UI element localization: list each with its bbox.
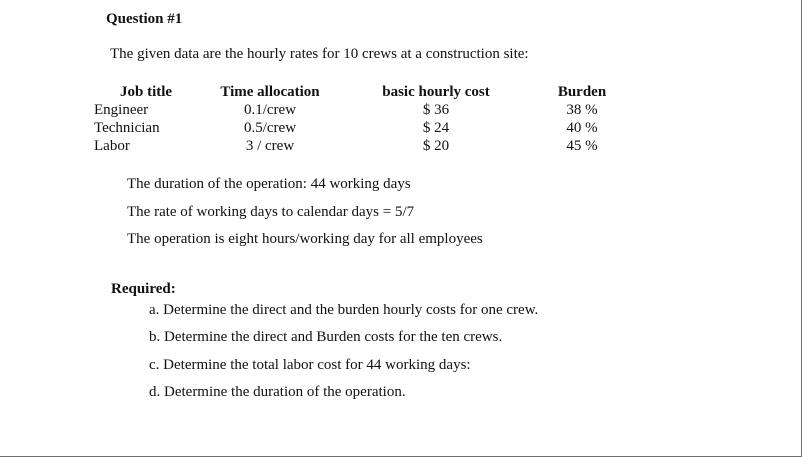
cell-time-technician: 0.5/crew [243,120,297,136]
cell-time-engineer: 0.1/crew [243,102,297,118]
cell-job-technician: Technician [94,120,160,136]
burden-column [550,83,614,155]
cell-cost-technician: $ 24 [422,120,450,136]
condition-rate: The rate of working days to calendar days = 5/7 [127,204,415,220]
job-title-column [94,83,194,155]
condition-hours: The operation is eight hours/working day for all employees [127,231,483,247]
cell-job-engineer: Engineer [94,102,149,118]
basic-hourly-cost-column [368,83,504,155]
cell-burden-labor: 45 % [566,138,598,154]
cell-job-labor: Labor [94,138,130,154]
condition-duration: The duration of the operation: 44 working days [127,176,411,192]
header-basic-hourly-cost: basic hourly cost [382,84,490,100]
required-item-c: c. Determine the total labor cost for 44 working days: [149,357,471,373]
required-item-b: b. Determine the direct and Burden costs for the ten crews. [149,329,503,345]
question-intro: The given data are the hourly rates for 10 crews at a construction site: [110,46,529,62]
time-allocation-column [214,83,326,155]
cell-burden-engineer: 38 % [566,102,598,118]
required-item-a: a. Determine the direct and the burden hourly costs for one crew. [149,302,539,318]
cell-burden-technician: 40 % [566,120,598,136]
cell-cost-engineer: $ 36 [422,102,450,118]
cell-cost-labor: $ 20 [422,138,450,154]
header-job-title: Job title [120,84,173,100]
header-time-allocation: Time allocation [220,84,320,100]
required-item-d: d. Determine the duration of the operation. [149,384,406,400]
cell-time-labor: 3 / crew [245,138,295,154]
required-label: Required: [111,281,176,297]
question-title: Question #1 [106,11,183,27]
header-burden: Burden [557,84,607,100]
